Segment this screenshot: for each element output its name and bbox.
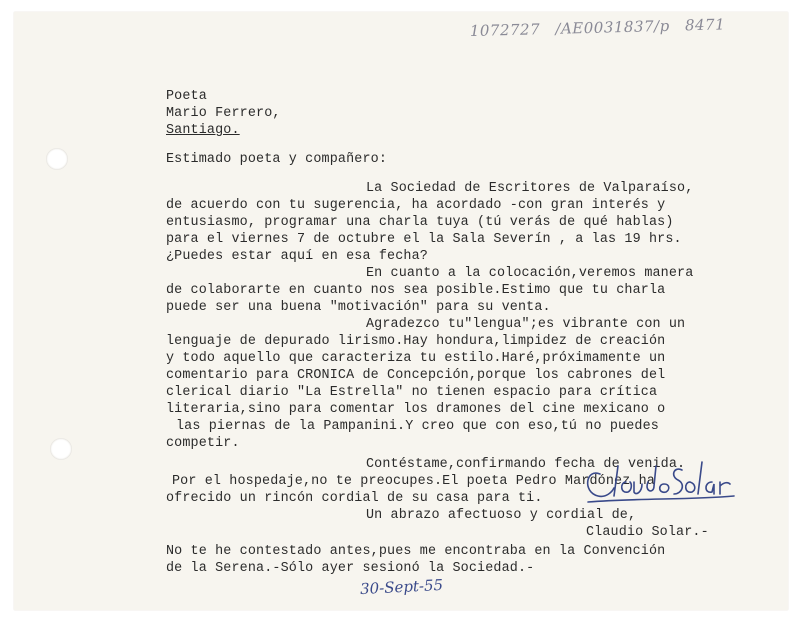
body-line: Por el hospedaje,no te preocupes.El poeta Pedro Mardónez ha (172, 474, 655, 489)
body-line: literaria,sino para comentar los dramones del cine mexicano o (166, 402, 666, 417)
body-line: puede ser una buena "motivación" para su venta. (166, 300, 551, 315)
punch-hole-bottom (50, 438, 72, 460)
body-line: ¿Puedes estar aquí en esa fecha? (166, 249, 428, 264)
body-line: de colaborarte en cuanto nos sea posible.Estimo que tu charla (166, 283, 666, 298)
recipient-line: Poeta (166, 89, 207, 104)
handwritten-date: 30-Sept-55 (359, 575, 444, 599)
body-line: clerical diario "La Estrella" no tienen espacio para crítica (166, 385, 658, 400)
closing-line: Un abrazo afectuoso y cordial de, (366, 508, 637, 523)
salutation: Estimado poeta y compañero: (166, 152, 388, 167)
archive-code: 8471 (684, 15, 726, 35)
recipient-line: Mario Ferrero, (166, 106, 281, 121)
body-line: de acuerdo con tu sugerencia, ha acordado -con gran interés y (166, 198, 666, 213)
body-line: para el viernes 7 de octubre el la Sala Severín , a las 19 hrs. (166, 232, 682, 247)
body-line: lenguaje de depurado lirismo.Hay hondura,limpidez de creación (166, 334, 666, 349)
recipient-line: Santiago. (166, 123, 240, 138)
archive-code: 1072727 (469, 20, 541, 41)
body-line: La Sociedad de Escritores de Valparaíso, (366, 181, 694, 196)
postscript-line: No te he contestado antes,pues me encontraba en la Convención (166, 544, 666, 559)
body-line: comentario para CRONICA de Concepción,porque los cabrones del (166, 368, 666, 383)
body-line: ofrecido un rincón cordial de su casa para ti. (166, 491, 543, 506)
body-line: las piernas de la Pampanini.Y creo que con eso,tú no puedes (176, 419, 659, 434)
body-line: En cuanto a la colocación,veremos manera (366, 266, 694, 281)
body-line: competir. (166, 436, 240, 451)
archive-code: /AE0031837/p (555, 16, 670, 38)
body-line: Agradezco tu"lengua";es vibrante con un (366, 317, 686, 332)
handwritten-signature (578, 452, 738, 512)
body-line: entusiasmo, programar una charla tuya (tú verás de qué hablas) (166, 215, 674, 230)
typed-signature: Claudio Solar.- (586, 525, 709, 540)
body-line: y todo aquello que caracteriza tu estilo.Haré,próximamente un (166, 351, 666, 366)
body-line: Contéstame,confirmando fecha de venida. (366, 457, 686, 472)
postscript-line: de la Serena.-Sólo ayer sesionó la Sociedad.- (166, 561, 535, 576)
punch-hole-top (46, 148, 68, 170)
